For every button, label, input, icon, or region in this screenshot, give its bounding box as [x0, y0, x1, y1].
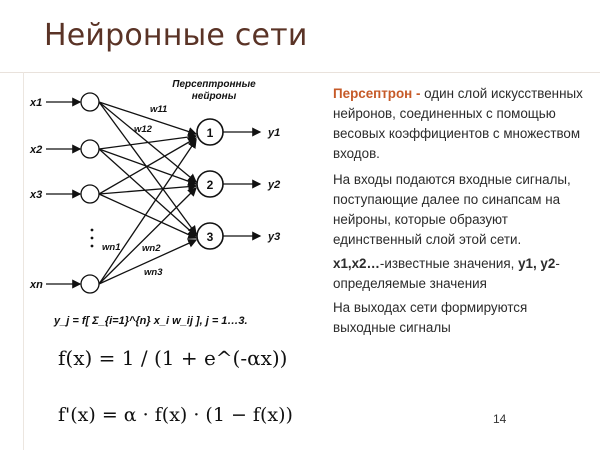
neurons-header-line1: Персептронные [172, 79, 256, 90]
neuron-label-3: 3 [206, 230, 214, 244]
neuron-label-2: 2 [206, 178, 214, 192]
derivative-formula: f'(x) = α · f(x) · (1 − f(x)) [58, 404, 293, 426]
description-column [333, 84, 588, 342]
output-label-1: y1 [268, 127, 281, 139]
known-vars: x1,x2… [333, 256, 380, 271]
neurons-header-line2: нейроны [191, 91, 237, 102]
input-label-1: x1 [30, 97, 43, 109]
output-vars-desc: -определяемые значения [333, 256, 560, 291]
neuron-label-1: 1 [206, 126, 214, 140]
weight-label-wn3: wn3 [144, 267, 163, 278]
output-vars: y1, y2 [518, 256, 556, 271]
slide-title: Нейронные сети [44, 18, 308, 53]
perceptron-svg [24, 74, 324, 336]
output-label-3: y3 [268, 231, 281, 243]
weight-label-wn2: wn2 [142, 243, 161, 254]
header-divider [0, 72, 600, 73]
ellipsis-dots [91, 229, 94, 248]
page-number: 14 [493, 412, 507, 426]
paragraph-outputs [333, 298, 588, 338]
input-node-3 [81, 185, 99, 203]
input-node-2 [81, 140, 99, 158]
weight-label-wn1: wn1 [102, 242, 121, 253]
input-label-2: x2 [30, 144, 43, 156]
perceptron-equation: y_j = f[ Σ_{i=1}^{n} x_i w_ij ], j = 1…3. [54, 315, 248, 327]
weight-label-w12: w12 [134, 124, 152, 135]
input-node-n [81, 275, 99, 293]
input-node-1 [81, 93, 99, 111]
perceptron-definition: один слой искусственных нейронов, соединенных с помощью весовых коэффициентов с множеством входов. [333, 86, 583, 161]
known-vars-desc: -известные значения, [379, 256, 519, 271]
outputs-description: На выходах сети формируются выходные сигналы [333, 300, 528, 335]
input-label-3: x3 [30, 189, 43, 201]
weight-label-w11: w11 [150, 104, 168, 115]
input-label-n: xn [30, 279, 43, 291]
paragraph-perceptron [333, 84, 588, 164]
perceptron-diagram [24, 74, 324, 336]
inputs-description: На входы подаются входные сигналы, поступающие далее по синапсам на нейроны, которые образуют единственный слой этой сети. [333, 172, 571, 247]
perceptron-term: Персептрон - [333, 86, 421, 101]
output-label-2: y2 [268, 179, 281, 191]
paragraph-inputs [333, 170, 588, 250]
paragraph-variables [333, 254, 588, 294]
activation-formula: f(x) = 1 / (1 + e^(-αx)) [58, 346, 288, 370]
